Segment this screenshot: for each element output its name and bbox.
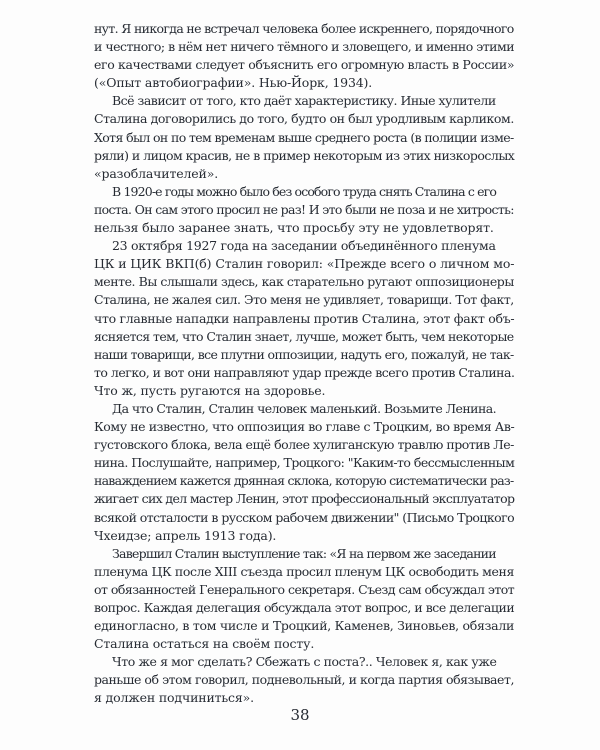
- paragraph: [94, 653, 514, 707]
- paragraph: [94, 183, 514, 237]
- paragraph: [94, 237, 514, 400]
- text-line: нина. Послушайте, например, Троцкого: "Каким-то бессмысленным: [94, 455, 515, 471]
- text-line: от обязанностей Генерального секретаря. Съезд сам обсуждал этот: [94, 581, 515, 597]
- paragraph: [94, 20, 514, 92]
- text-line: нельзя было заранее знать, что просьбу эту не удовлетворят.: [94, 220, 494, 236]
- text-line: ряли) и лицом красив, не в пример некоторым из этих низкорослых: [94, 147, 515, 163]
- text-line: «разоблачителей».: [94, 165, 219, 181]
- text-line: Сталина, не жалея сил. Это меня не удивляет, товарищи. Тот факт,: [94, 292, 514, 308]
- text-line: («Опыт автобиографии». Нью-Йорк, 1934).: [94, 75, 373, 91]
- text-line: я должен подчиниться».: [94, 690, 254, 706]
- text-line: что главные нападки направлены против Сталина, этот факт объ-: [94, 310, 515, 326]
- text-line: вопрос. Каждая делегация обсуждала этот вопрос, и все делегации: [94, 600, 515, 615]
- text-line: Всё зависит от того, кто даёт характеристику. Иные хулители: [112, 93, 496, 109]
- text-line: жигает сих дел мастер Ленин, этот профессиональный эксплуататор: [94, 491, 515, 507]
- text-line: Да что Сталин, Сталин человек маленький. Возьмите Ленина.: [112, 400, 497, 416]
- text-line: раньше об этом говорил, подневольный, и когда партия обязывает,: [94, 672, 514, 688]
- text-line: нут. Я никогда не встречал человека более искреннего, порядочного: [94, 21, 514, 36]
- text-line: единогласно, в том числе и Троцкий, Каменев, Зиновьев, обязали: [94, 618, 515, 634]
- text-line: Завершил Сталин выступление так: «Я на первом же заседании: [112, 545, 496, 561]
- text-line: наши товарищи, все плутни оппозиции, надуть его, пожалуй, не так-: [94, 346, 514, 362]
- text-line: В 1920-е годы можно было без особого труда снять Сталина с его: [112, 183, 497, 199]
- text-line: Что ж, пусть ругаются на здоровье.: [94, 382, 326, 398]
- text-line: Сталина остаться на своём посту.: [94, 636, 315, 652]
- text-line: ЦК и ЦИК ВКП(б) Сталин говорил: «Прежде всего о личном мо-: [94, 256, 515, 272]
- text-line: и честного; в нём нет ничего тёмного и зловещего, и именно этими: [94, 39, 515, 55]
- paragraph: [94, 92, 514, 182]
- text-line: то легко, и вот они направляют удар прежде всего против Сталина.: [94, 364, 515, 380]
- text-line: менте. Вы слышали здесь, как старательно ругают оппозиционеры: [94, 274, 514, 290]
- paragraph: [94, 545, 514, 654]
- text-line: Сталина договорились до того, будто он был уродливым карликом.: [94, 111, 514, 127]
- body-text: [94, 20, 514, 708]
- text-line: поста. Он сам этого просил не раз! И это были не поза и не хитрость:: [94, 201, 514, 217]
- text-line: его качествами следует объяснить его огромную власть в России»: [94, 57, 515, 73]
- paragraph: [94, 400, 514, 545]
- text-line: ясняется тем, что Сталин знает, лучше, может быть, чем некоторые: [94, 328, 514, 344]
- page-number: 38: [290, 706, 310, 724]
- text-line: Что же я мог сделать? Сбежать с поста?.. Человек я, как уже: [112, 654, 497, 670]
- text-line: Хотя был он по тем временам выше среднего роста (в полиции изме-: [94, 129, 514, 145]
- text-line: густовского блока, вела ещё более хулиганскую травлю против Ле-: [94, 437, 514, 453]
- text-line: Кому не известно, что оппозиция во главе с Троцким, во время Ав-: [94, 419, 515, 435]
- text-line: всякой отсталости в русском рабочем движении" (Письмо Троцкого: [94, 509, 515, 525]
- text-line: 23 октября 1927 года на заседании объединённого пленума: [112, 238, 496, 254]
- text-line: Чхеидзе; апрель 1913 года).: [94, 527, 277, 543]
- text-line: наваждением кажется дрянная склока, которую систематически раз-: [94, 473, 514, 489]
- text-line: пленума ЦК после XIII съезда просил пленум ЦК освободить меня: [94, 563, 514, 579]
